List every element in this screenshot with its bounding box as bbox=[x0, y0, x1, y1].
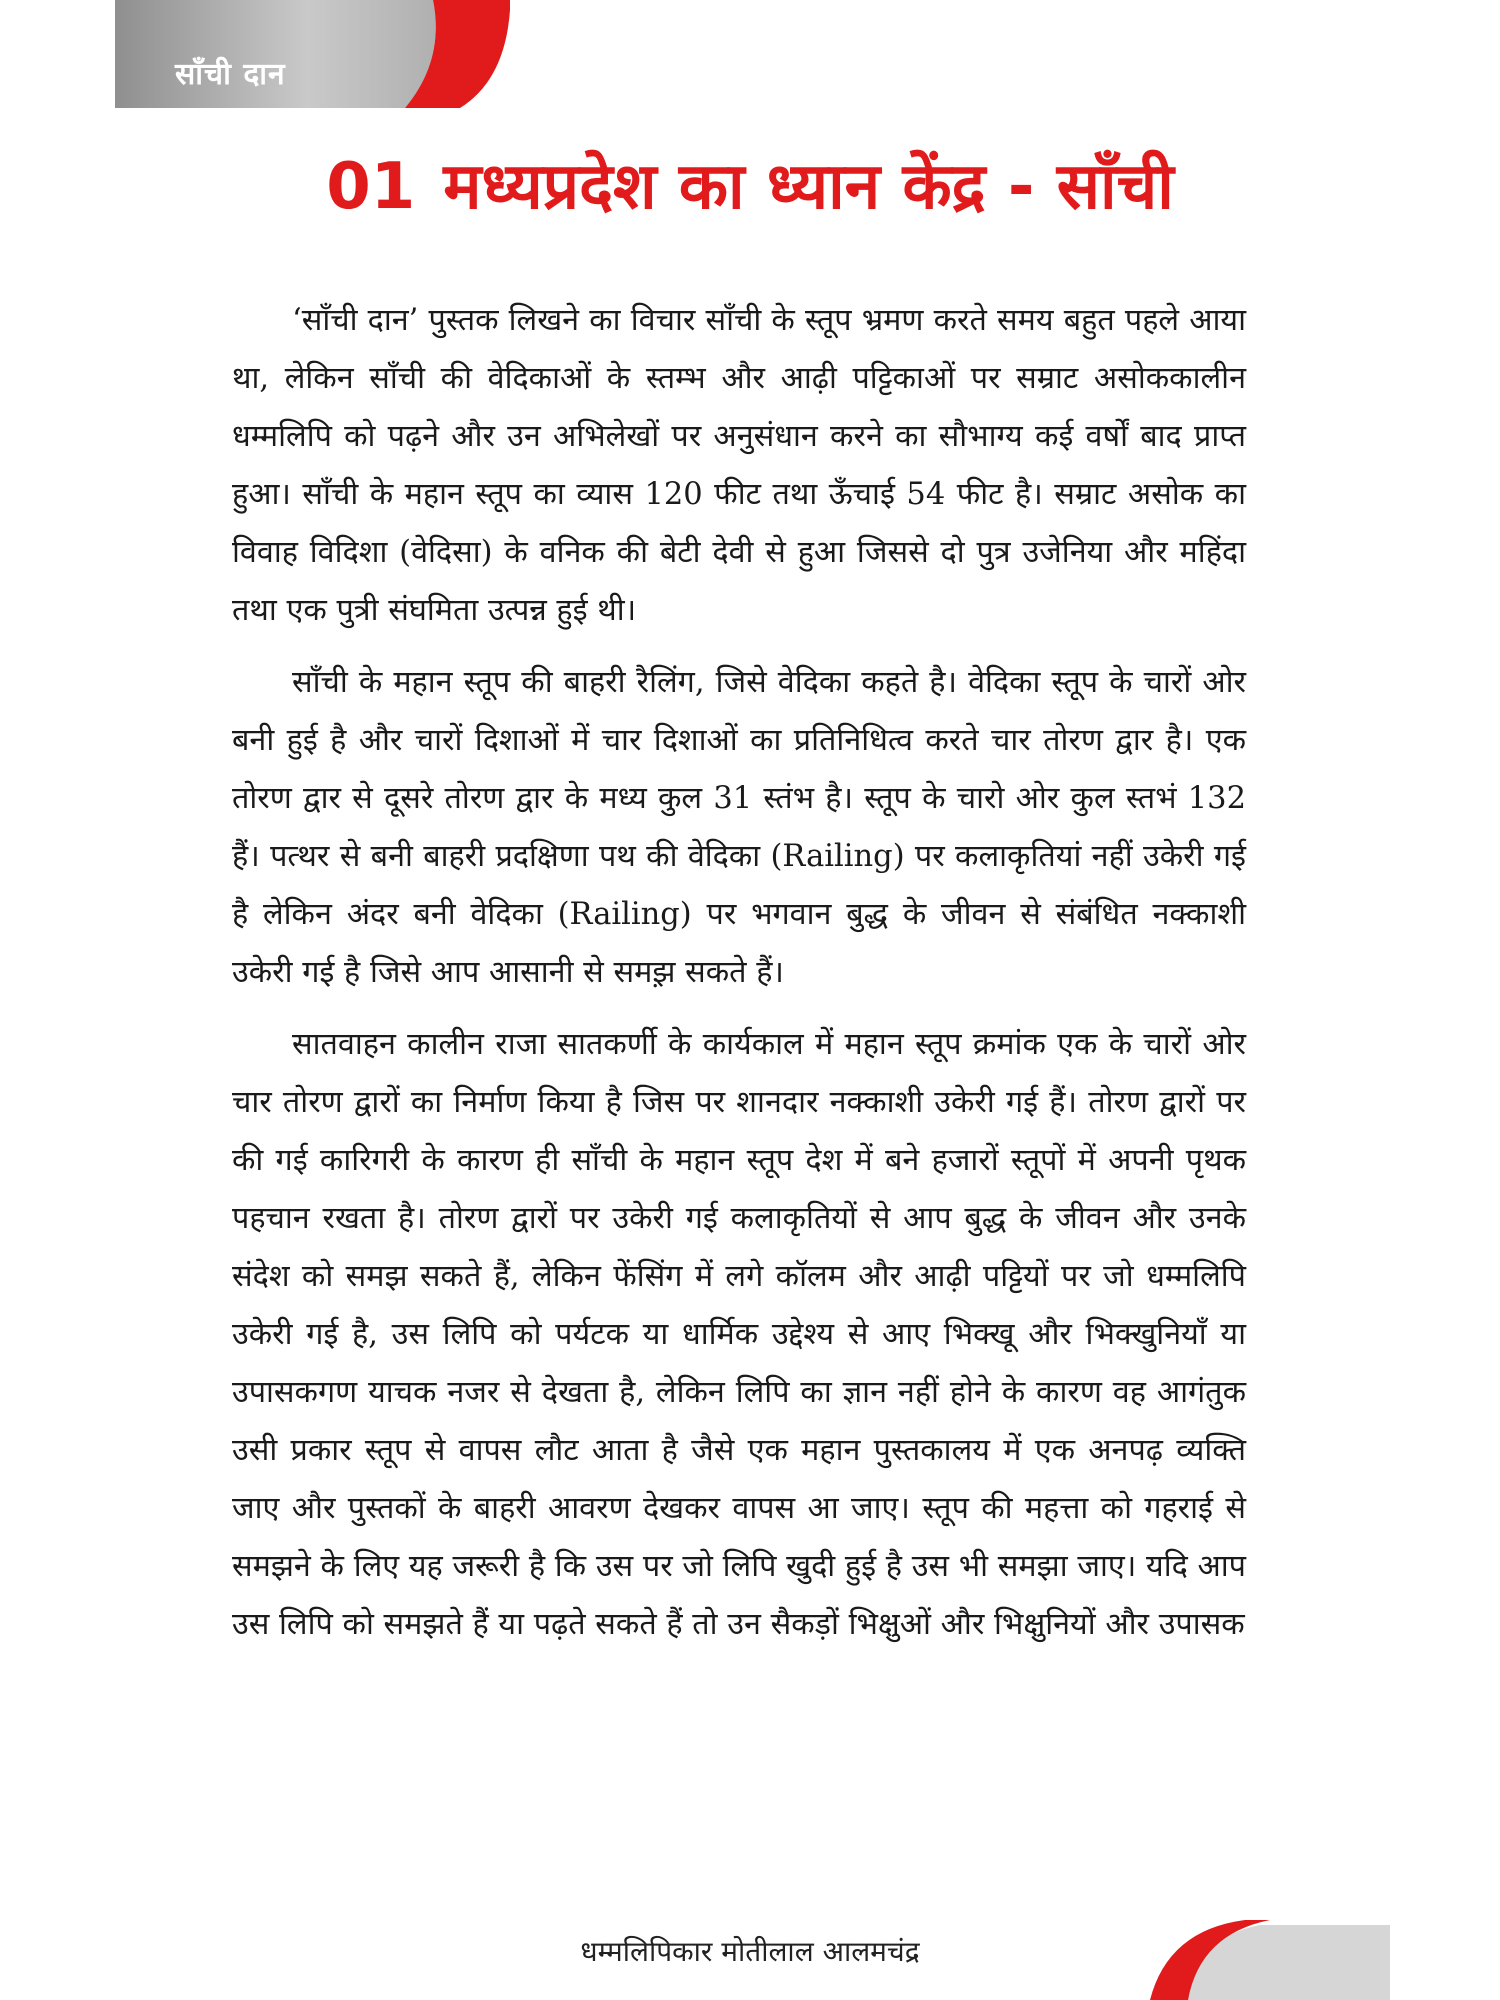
chapter-number: 01 bbox=[326, 150, 416, 224]
footer-author: धम्मलिपिकार मोतीलाल आलमचंद्र bbox=[580, 1935, 920, 1968]
paragraph: ‘साँची दान’ पुस्तक लिखने का विचार साँची के स्तूप भ्रमण करते समय बहुत पहले आया था, लेकिन साँची की वेदिकाओं के स्तम्भ और आढ़ी पट्टिकाओं पर सम्राट असोककालीन धम्मलिपि को पढ़ने और उन अभिलेखों पर अनुसंधान करने का सौभाग्य कई वर्षों बाद प्राप्त हुआ। साँची के महान स्तूप का व्यास 120 फीट तथा ऊँचाई 54 फीट है। सम्राट असोक का विवाह विदिशा (वेदिसा) के वनिक की बेटी देवी से हुआ जिससे दो पुत्र उजेनिया और महिंदा तथा एक पुत्री संघमिता उत्पन्न हुई थी। bbox=[232, 303, 1246, 628]
footer-corner-decoration bbox=[1150, 1920, 1390, 2000]
paragraph: साँची के महान स्तूप की बाहरी रैलिंग, जिसे वेदिका कहते है। वेदिका स्तूप के चारों ओर बनी हुई है और चारों दिशाओं में चार दिशाओं का प्रतिनिधित्व करते चार तोरण द्वार है। एक तोरण द्वार से दूसरे तोरण द्वार के मध्य कुल 31 स्तंभ है। स्तूप के चारो ओर कुल स्तभं 132 हैं। पत्थर से बनी बाहरी प्रदक्षिणा पथ की वेदिका (Railing) पर कलाकृतियां नहीं उकेरी गई है लेकिन अंदर बनी वेदिका (Railing) पर भगवान बुद्ध के जीवन से संबंधित नक्काशी उकेरी गई है जिसे आप आसानी से समझ़ सकते हैं। bbox=[232, 665, 1246, 990]
body-text bbox=[232, 292, 1246, 1668]
paragraph: सातवाहन कालीन राजा सातकर्णी के कार्यकाल में महान स्तूप क्रमांक एक के चारों ओर चार तोरण द्वारों का निर्माण किया है जिस पर शानदार नक्काशी उकेरी गई हैं। तोरण द्वारों पर की गई कारिगरी के कारण ही साँची के महान स्तूप देश में बने हजारों स्तूपों में अपनी पृथक पहचान रखता है। तोरण द्वारों पर उकेरी गई कलाकृतियों से आप बुद्ध के जीवन और उनके संदेश को समझ सकते हैं, लेकिन फेंसिंग में लगे कॉलम और आढ़ी पट्टियों पर जो धम्मलिपि उकेरी गई है, उस लिपि को पर्यटक या धार्मिक उद्देश्य से आए भिक्खू और भिक्खुनियाँ या उपासकगण याचक नजर से देखता है, लेकिन लिपि का ज्ञान नहीं होने के कारण वह आगंतुक उसी प्रकार स्तूप से वापस लौट आता है जैसे एक महान पुस्तकालय में एक अनपढ़ व्यक्ति जाए और पुस्तकों के बाहरी आवरण देखकर वापस आ जाए। स्तूप की महत्ता को गहराई से समझने के लिए यह जरूरी है कि उस पर जो लिपि खुदी हुई है उस भी समझा जाए। यदि आप उस लिपि को समझते हैं या पढ़ते सकते हैं तो उन सैकड़ों भिक्षुओं और भिक्षुनियों और उपासक bbox=[232, 1027, 1246, 1642]
chapter-title-text: मध्यप्रदेश का ध्यान केंद्र - साँची bbox=[443, 150, 1174, 224]
header-label: साँची दान bbox=[175, 57, 286, 92]
chapter-title bbox=[0, 140, 1500, 227]
